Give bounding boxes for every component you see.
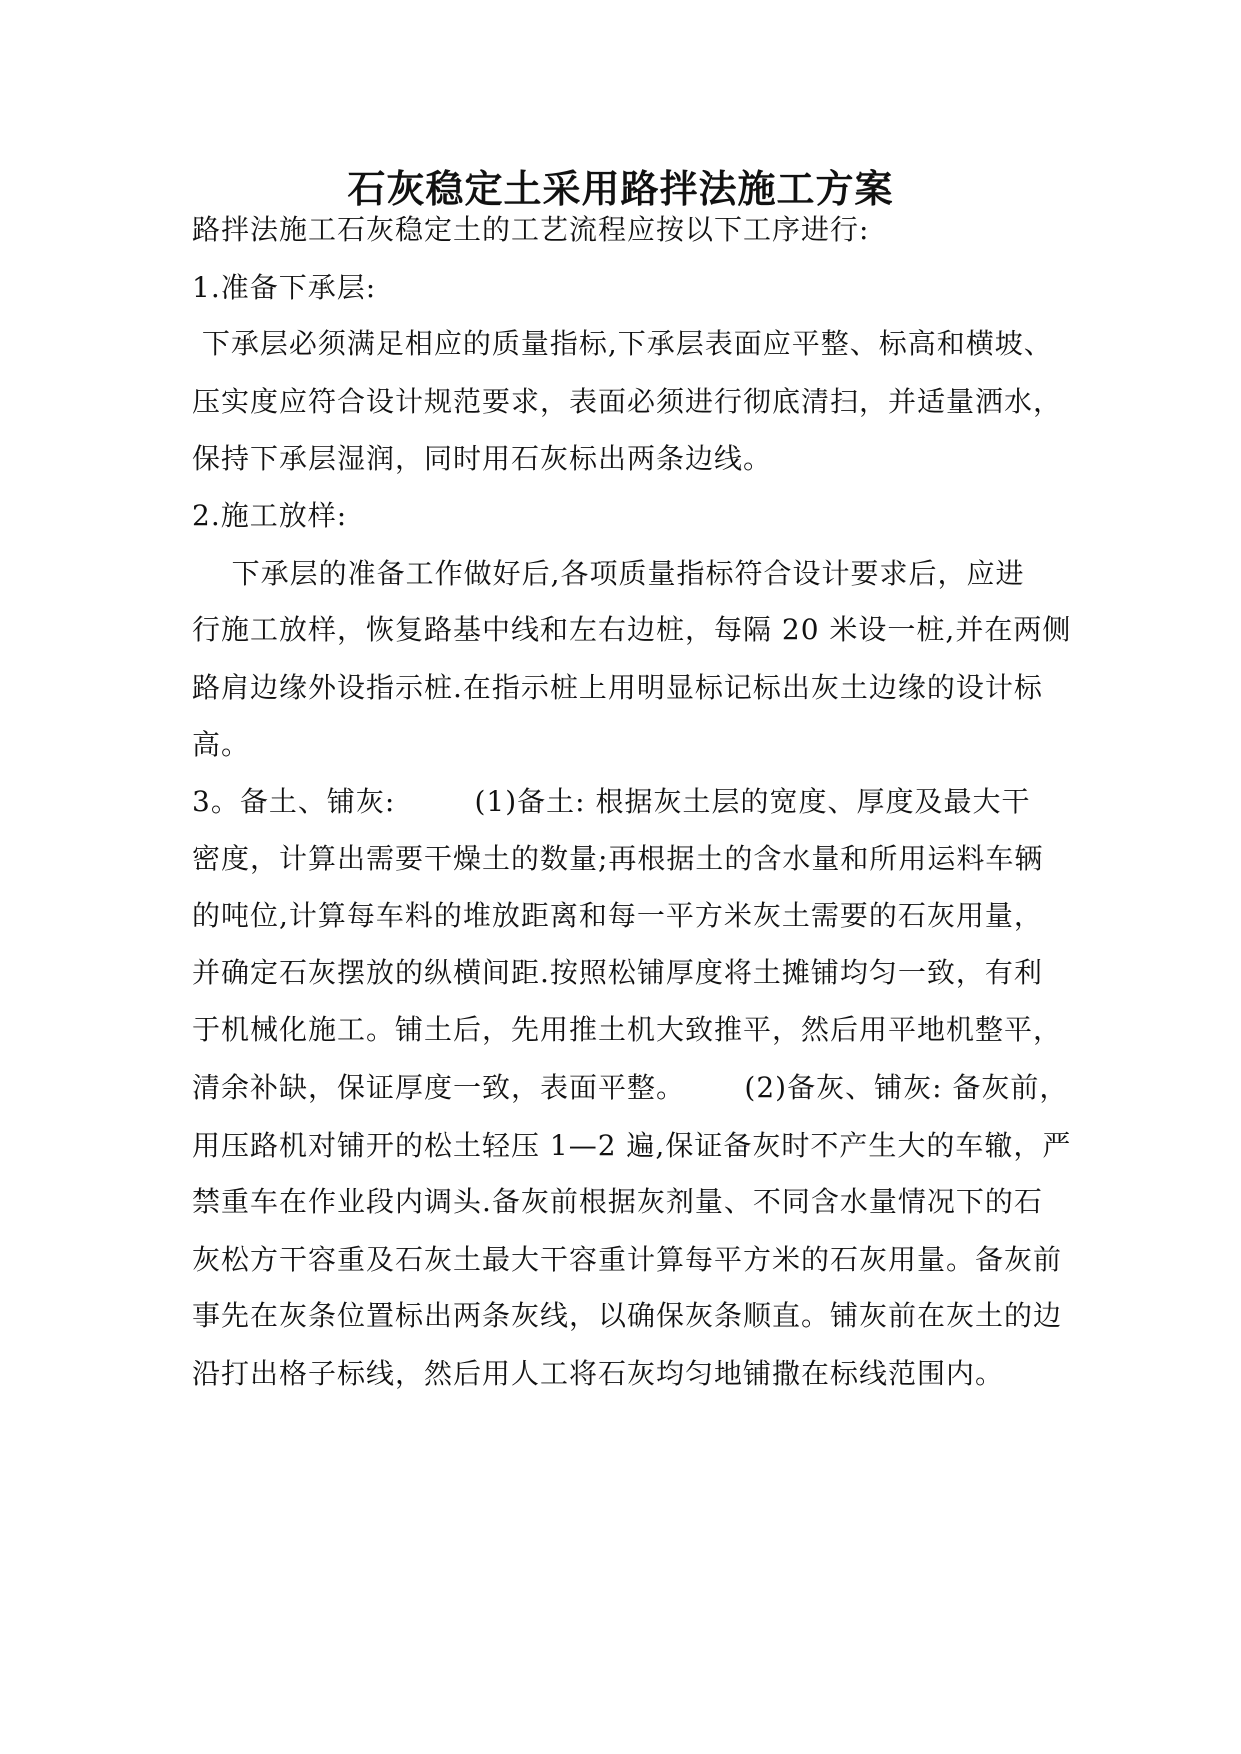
section-heading: 1.准备下承层: xyxy=(192,271,377,304)
document-title: 石灰稳定土采用路拌法施工方案 xyxy=(347,166,894,211)
text-line: 压实度应符合设计规范要求，表面必须进行彻底清扫，并适量洒水， xyxy=(192,385,1063,418)
text-line: 禁重车在作业段内调头.备灰前根据灰剂量、不同含水量情况下的石 xyxy=(192,1185,1043,1218)
text-line: 清余补缺，保证厚度一致，表面平整。 (2)备灰、铺灰: 备灰前， xyxy=(192,1071,1069,1104)
text-line: 密度，计算出需要干燥土的数量;再根据土的含水量和所用运料车辆 xyxy=(192,842,1044,875)
section-heading: 2.施工放样: xyxy=(192,499,348,532)
text-line: 保持下承层湿润，同时用石灰标出两条边线。 xyxy=(192,442,773,475)
text-line: 路肩边缘外设指示桩.在指示桩上用明显标记标出灰土边缘的设计标 xyxy=(192,671,1043,704)
text-line: 于机械化施工。铺土后，先用推土机大致推平，然后用平地机整平， xyxy=(192,1013,1063,1046)
text-line: 行施工放样，恢复路基中线和左右边桩，每隔 20 米设一桩,并在两侧 xyxy=(192,613,1072,646)
text-line: 的吨位,计算每车料的堆放距离和每一平方米灰土需要的石灰用量， xyxy=(192,899,1043,932)
text-line: 下承层必须满足相应的质量指标,下承层表面应平整、标高和横坡、 xyxy=(192,327,1053,360)
text-line: 沿打出格子标线，然后用人工将石灰均匀地铺撒在标线范围内。 xyxy=(192,1357,1005,1390)
text-line: 用压路机对铺开的松土轻压 1—2 遍,保证备灰时不产生大的车辙，严 xyxy=(192,1129,1072,1162)
text-line: 并确定石灰摆放的纵横间距.按照松铺厚度将土摊铺均匀一致，有利 xyxy=(192,956,1043,989)
text-line: 下承层的准备工作做好后,各项质量指标符合设计要求后，应进 xyxy=(192,557,1025,590)
section-heading: 3。备土、铺灰: (1)备土: 根据灰土层的宽度、厚度及最大干 xyxy=(192,785,1031,818)
text-line: 路拌法施工石灰稳定土的工艺流程应按以下工序进行: xyxy=(192,213,870,246)
text-line: 高。 xyxy=(192,728,251,761)
text-line: 事先在灰条位置标出两条灰线，以确保灰条顺直。铺灰前在灰土的边 xyxy=(192,1299,1063,1332)
text-line: 灰松方干容重及石灰土最大干容重计算每平方米的石灰用量。备灰前 xyxy=(192,1243,1063,1276)
